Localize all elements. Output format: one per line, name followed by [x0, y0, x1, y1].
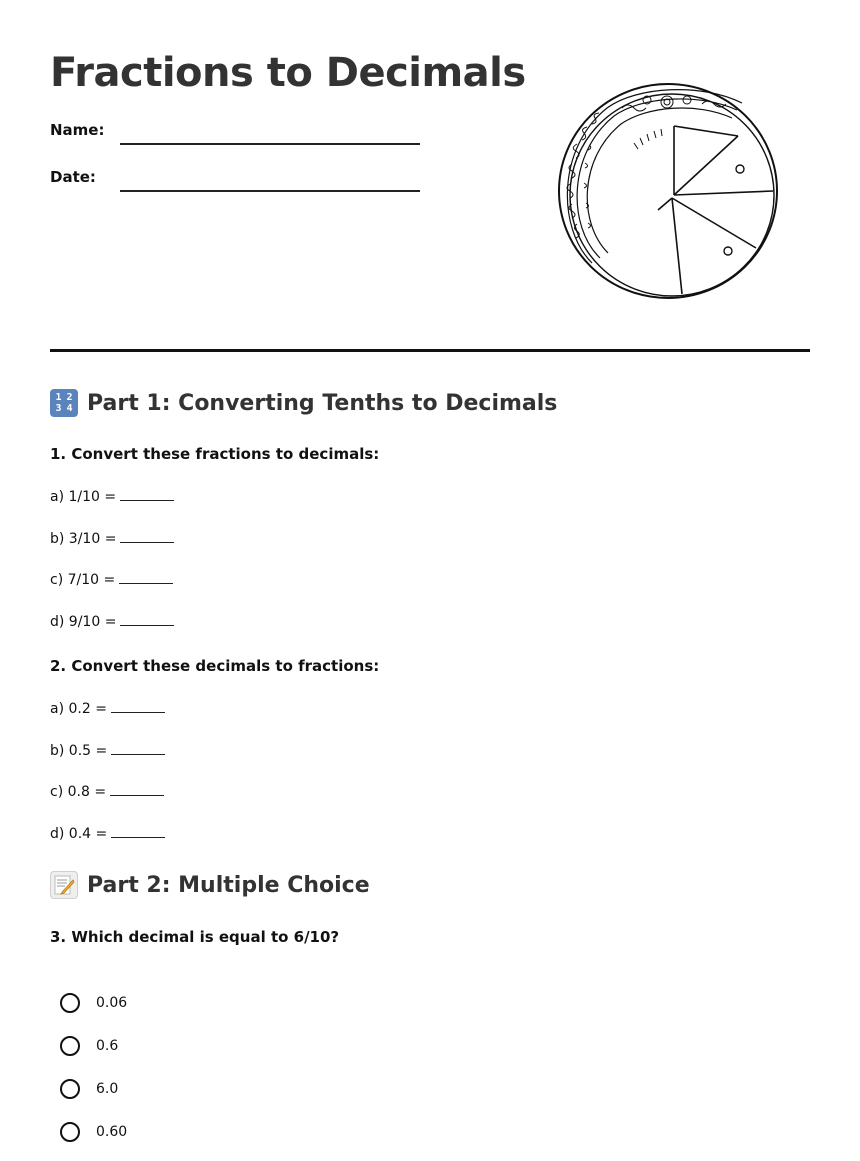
question-1b: [50, 529, 174, 547]
question-1c-text: c) 7/10 =: [50, 572, 116, 588]
answer-blank-2d[interactable]: [111, 824, 165, 838]
answer-blank-2c[interactable]: [110, 782, 164, 796]
pie-chart-illustration: [552, 78, 784, 308]
part1-heading-text: Part 1: Converting Tenths to Decimals: [87, 390, 558, 416]
answer-blank-1d[interactable]: [120, 612, 174, 626]
name-field[interactable]: [120, 143, 420, 145]
radio-button[interactable]: [60, 1122, 80, 1142]
choice-option[interactable]: [60, 1036, 118, 1056]
question-1a: [50, 487, 174, 505]
number-input-icon: 1 2 3 4: [50, 389, 78, 417]
radio-button[interactable]: [60, 993, 80, 1013]
part2-heading-text: Part 2: Multiple Choice: [87, 872, 370, 898]
question-1b-text: b) 3/10 =: [50, 531, 117, 547]
question-1c: [50, 570, 173, 588]
choice-label: 0.06: [96, 995, 128, 1011]
answer-blank-1b[interactable]: [120, 529, 174, 543]
choice-label: 0.6: [96, 1038, 119, 1054]
question-2-prompt: 2. Convert these decimals to fractions:: [50, 657, 380, 675]
question-1d: [50, 612, 174, 630]
choice-label: 6.0: [96, 1081, 119, 1097]
answer-blank-1a[interactable]: [120, 487, 174, 501]
question-2d: [50, 824, 165, 842]
name-label: Name:: [50, 121, 105, 139]
part1-heading: [50, 389, 557, 417]
choice-label: 0.60: [96, 1124, 128, 1140]
question-2a: [50, 699, 165, 717]
answer-blank-2b[interactable]: [111, 741, 165, 755]
question-1-prompt: 1. Convert these fractions to decimals:: [50, 445, 380, 463]
answer-blank-2a[interactable]: [111, 699, 165, 713]
question-2b: [50, 741, 165, 759]
answer-blank-1c[interactable]: [119, 570, 173, 584]
question-2b-text: b) 0.5 =: [50, 743, 108, 759]
part2-heading: [50, 871, 370, 899]
choice-option[interactable]: [60, 1079, 118, 1099]
question-2d-text: d) 0.4 =: [50, 826, 108, 842]
section-divider: [50, 349, 810, 352]
memo-icon: [50, 871, 78, 899]
choice-option[interactable]: [60, 1122, 127, 1142]
question-1d-text: d) 9/10 =: [50, 614, 117, 630]
question-3-prompt: 3. Which decimal is equal to 6/10?: [50, 928, 340, 946]
radio-button[interactable]: [60, 1036, 80, 1056]
question-1a-text: a) 1/10 =: [50, 489, 117, 505]
date-field[interactable]: [120, 190, 420, 192]
radio-button[interactable]: [60, 1079, 80, 1099]
choice-option[interactable]: [60, 993, 127, 1013]
question-2a-text: a) 0.2 =: [50, 701, 107, 717]
question-2c-text: c) 0.8 =: [50, 784, 107, 800]
page-title: Fractions to Decimals: [50, 50, 526, 96]
question-2c: [50, 782, 164, 800]
date-label: Date:: [50, 168, 96, 186]
